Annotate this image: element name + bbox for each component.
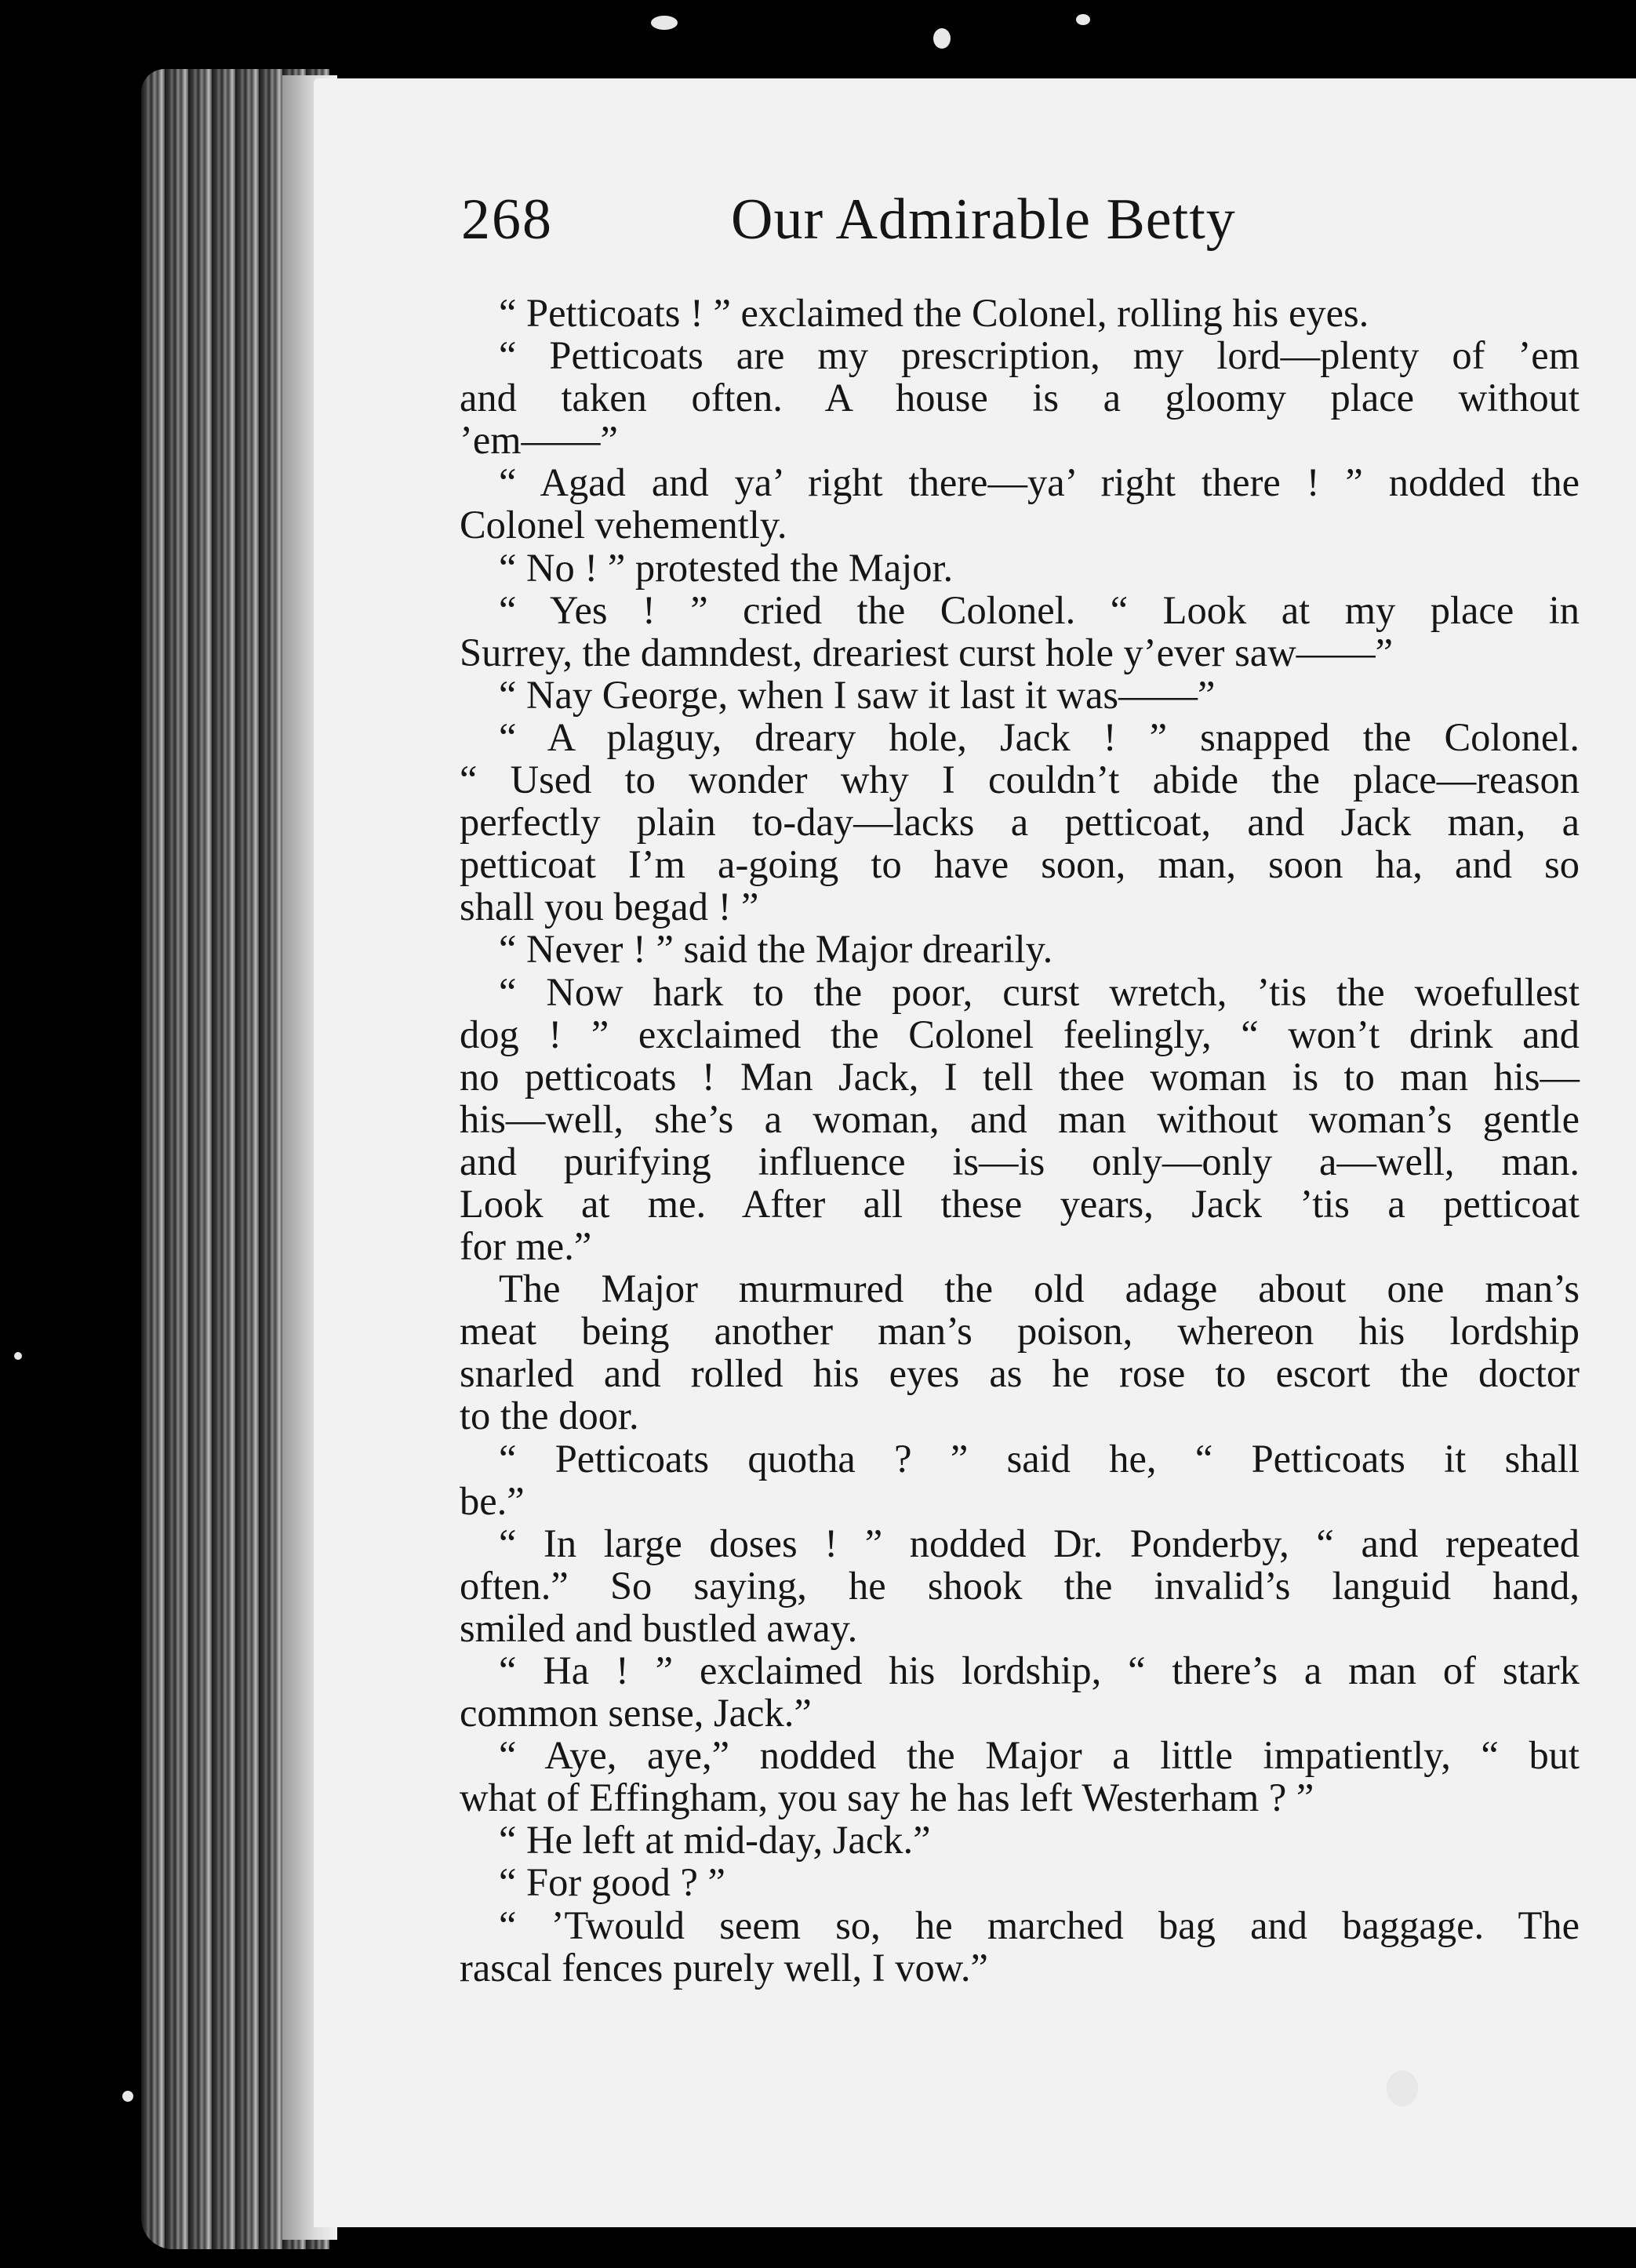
scan-speck — [14, 1352, 22, 1360]
text-line: Look at me. After all these years, Jack ’tis a petticoat — [460, 1181, 1580, 1226]
text-line: common sense, Jack.” — [460, 1691, 812, 1736]
text-line: perfectly plain to-day—lacks a petticoat, and Jack man, a — [460, 800, 1580, 845]
text-line: rascal fences purely well, I vow.” — [460, 1945, 988, 1990]
text-line: to the door. — [460, 1394, 639, 1438]
text-line: meat being another man’s poison, whereon his lordship — [460, 1309, 1580, 1354]
text-line: “ He left at mid-day, Jack.” — [499, 1818, 931, 1863]
text-line: “ No ! ” protested the Major. — [499, 545, 954, 590]
text-line: “ Ha ! ” exclaimed his lordship, “ there’s a man of stark — [499, 1648, 1580, 1692]
text-line: “ Nay George, when I saw it last it was——” — [499, 672, 1216, 717]
text-line: “ In large doses ! ” nodded Dr. Ponderby, “ and repeated — [499, 1521, 1580, 1565]
running-head — [461, 187, 1308, 273]
text-line: “ Agad and ya’ right there—ya’ right there ! ” nodded the — [499, 460, 1580, 505]
scan-speck — [933, 28, 951, 49]
text-line: The Major murmured the old adage about one man’s — [499, 1267, 1580, 1311]
page-number: 268 — [461, 187, 553, 252]
text-line: his—well, she’s a woman, and man without woman’s gentle — [460, 1096, 1580, 1141]
text-line: “ A plaguy, dreary hole, Jack ! ” snapped the Colonel. — [499, 714, 1580, 759]
text-line: ’em——” — [460, 418, 618, 463]
body-text — [460, 292, 1580, 1989]
text-line: no petticoats ! Man Jack, I tell thee woman is to man his— — [460, 1054, 1580, 1099]
text-line: Surrey, the damndest, dreariest curst hole y’ever saw——” — [460, 630, 1394, 674]
text-line: dog ! ” exclaimed the Colonel feelingly, “ won’t drink and — [460, 1012, 1580, 1056]
text-line: be.” — [460, 1478, 525, 1523]
text-line: “ Petticoats are my prescription, my lord—plenty of ’em — [499, 333, 1580, 378]
text-line: and purifying influence is—is only—only a—well, man. — [460, 1139, 1580, 1183]
text-line: “ Used to wonder why I couldn’t abide the place—reason — [460, 758, 1580, 802]
text-line: “ Petticoats ! ” exclaimed the Colonel, rolling his eyes. — [499, 291, 1369, 335]
scan-speck — [1387, 2070, 1418, 2106]
text-line: shall you begad ! ” — [460, 885, 759, 929]
text-line: “ ’Twould seem so, he marched bag and baggage. The — [499, 1903, 1580, 1947]
text-line: what of Effingham, you say he has left Westerham ? ” — [460, 1776, 1314, 1820]
text-line: smiled and bustled away. — [460, 1605, 858, 1650]
scan-speck — [122, 2091, 133, 2102]
scan-speck — [651, 16, 678, 30]
text-line: snarled and rolled his eyes as he rose to escort the doctor — [460, 1351, 1580, 1396]
text-line: petticoat I’m a-going to have soon, man, soon ha, and so — [460, 842, 1580, 887]
text-line: and taken often. A house is a gloomy place without — [460, 376, 1580, 420]
scan-speck — [1076, 14, 1090, 25]
text-line: Colonel vehemently. — [460, 503, 787, 547]
text-line: “ Yes ! ” cried the Colonel. “ Look at my place in — [499, 587, 1580, 632]
text-line: “ Petticoats quotha ? ” said he, “ Petticoats it shall — [499, 1436, 1580, 1481]
text-line: for me.” — [460, 1224, 592, 1269]
text-line: often.” So saying, he shook the invalid’s languid hand, — [460, 1563, 1580, 1608]
text-line: “ For good ? ” — [499, 1860, 725, 1905]
text-line: “ Aye, aye,” nodded the Major a little impatiently, “ but — [499, 1733, 1580, 1778]
text-line: “ Never ! ” said the Major drearily. — [499, 927, 1053, 972]
text-line: “ Now hark to the poor, curst wretch, ’tis the woefullest — [499, 969, 1580, 1014]
book-title: Our Admirable Betty — [731, 187, 1236, 252]
